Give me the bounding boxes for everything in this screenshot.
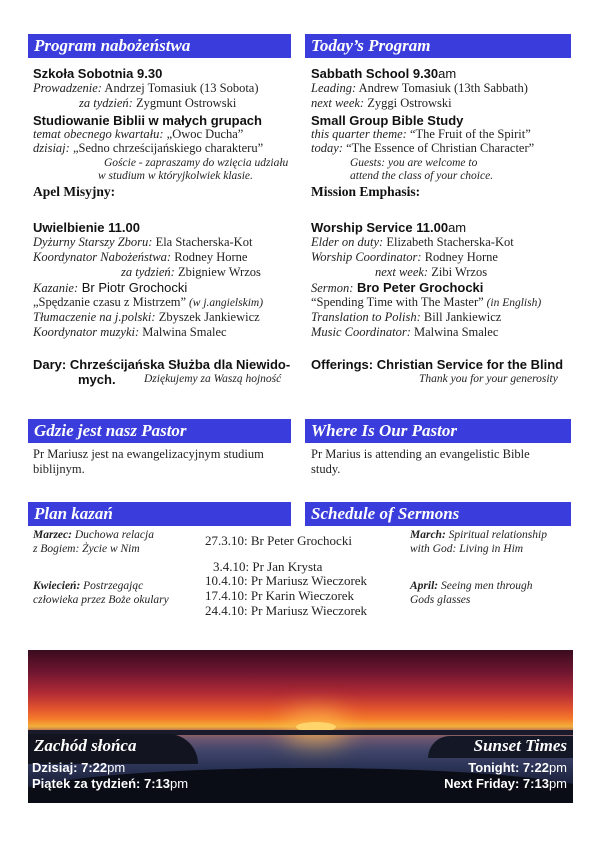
- en-pastor-text-2: study.: [311, 462, 341, 476]
- en-worship: Worship Service 11.00am: [311, 220, 467, 235]
- pl-march: Marzec: Duchowa relacja: [33, 529, 154, 541]
- en-guests-2: attend the class of your choice.: [350, 170, 494, 182]
- en-march: March: Spiritual relationship: [410, 529, 547, 541]
- pl-elder: Dyżurny Starszy Zboru: Ela Stacherska-Kot: [33, 235, 253, 249]
- schedule-item: 27.3.10: Br Peter Grochocki: [205, 533, 352, 548]
- pl-sunset-title: Zachód słońca: [34, 736, 137, 755]
- en-offerings-thanks: Thank you for your generosity: [419, 373, 558, 385]
- en-sermons-header: Schedule of Sermons: [305, 502, 571, 526]
- pl-pastor-text-2: biblijnym.: [33, 462, 85, 476]
- en-bible-study: Small Group Bible Study: [311, 113, 464, 128]
- en-sunset-next: Next Friday: 7:13pm: [444, 776, 567, 791]
- en-translation: Translation to Polish: Bill Jankiewicz: [311, 310, 502, 324]
- pl-mission: Apel Misyjny:: [33, 184, 116, 199]
- pl-translation: Tłumaczenie na j.polski: Zbyszek Jankiewicz: [33, 310, 260, 324]
- schedule-item: 24.4.10: Pr Mariusz Wieczorek: [205, 603, 368, 618]
- en-april: April: Seeing men through: [410, 580, 533, 592]
- pl-sermon: Kazanie: Br Piotr Grochocki: [33, 280, 188, 295]
- en-mission: Mission Emphasis:: [311, 184, 421, 199]
- en-coordinator: Worship Coordinator: Rodney Horne: [311, 250, 498, 264]
- en-pastor-text-1: Pr Marius is attending an evangelistic Bible: [311, 447, 530, 461]
- en-sabbath-school: Sabbath School 9.30am: [311, 66, 457, 81]
- pl-coordinator-next: za tydzień: Zbigniew Wrzos: [121, 265, 261, 279]
- en-sunset-title: Sunset Times: [473, 736, 567, 755]
- pl-pastor-text-1: Pr Mariusz jest na ewangelizacyjnym studium: [33, 447, 264, 461]
- en-coordinator-next: next week: Zibi Wrzos: [375, 265, 488, 279]
- pl-theme: temat obecnego kwartału: „Owoc Ducha”: [33, 127, 244, 141]
- pl-april-2: człowieka przez Boże okulary: [33, 594, 169, 606]
- pl-sabbath-school: Szkoła Sobotnia 9.30: [33, 66, 163, 81]
- en-april-2: Gods glasses: [410, 594, 471, 606]
- pl-guests-2: w studium w któryjkolwiek klasie.: [98, 170, 253, 182]
- pl-coordinator: Koordynator Nabożeństwa: Rodney Horne: [33, 250, 248, 264]
- pl-today: dzisiaj: „Sedno chrześcijańskiego charakteru”: [33, 141, 264, 155]
- en-today: today: “The Essence of Christian Character”: [311, 141, 535, 155]
- en-guests-1: Guests: you are welcome to: [350, 157, 478, 169]
- en-leading: Leading: Andrew Tomasiuk (13th Sabbath): [311, 81, 528, 95]
- pl-offerings: Dary: Chrześcijańska Służba dla Niewido-: [33, 357, 291, 372]
- en-sermon: Sermon: Bro Peter Grochocki: [311, 280, 484, 295]
- sunset-photo: [28, 650, 573, 803]
- en-sermon-title: “Spending Time with The Master” (in English): [311, 295, 542, 309]
- pl-offerings-thanks: Dziękujemy za Waszą hojność: [144, 373, 282, 385]
- en-music: Music Coordinator: Malwina Smalec: [311, 325, 499, 339]
- pl-march-2: z Bogiem: Życie w Nim: [33, 543, 140, 555]
- pl-april: Kwiecień: Postrzegając: [33, 580, 144, 592]
- pl-sermon-title: „Spędzanie czasu z Mistrzem” (w j.angielskim): [33, 295, 264, 309]
- pl-program-header: Program nabożeństwa: [28, 34, 291, 58]
- en-leading-next: next week: Zyggi Ostrowski: [311, 96, 452, 110]
- en-theme: this quarter theme: “The Fruit of the Spirit”: [311, 127, 531, 141]
- pl-sermons-header: Plan kazań: [28, 502, 291, 526]
- schedule-item: 10.4.10: Pr Mariusz Wieczorek: [205, 573, 368, 588]
- en-sunset-today: Tonight: 7:22pm: [468, 760, 567, 775]
- pl-sunset-today: Dzisiaj: 7:22pm: [32, 760, 126, 775]
- en-program-header: Today’s Program: [305, 34, 571, 58]
- en-offerings: Offerings: Christian Service for the Blind: [311, 357, 564, 372]
- pl-bible-study: Studiowanie Biblii w małych grupach: [33, 113, 262, 128]
- pl-offerings-2: mych.: [78, 372, 116, 387]
- pl-worship: Uwielbienie 11.00: [33, 220, 140, 235]
- pl-guests-1: Goście - zapraszamy do wzięcia udziału: [104, 157, 289, 169]
- en-elder: Elder on duty: Elizabeth Stacherska-Kot: [311, 235, 514, 249]
- schedule-item: 17.4.10: Pr Karin Wieczorek: [205, 588, 355, 603]
- pl-pastor-header: Gdzie jest nasz Pastor: [28, 419, 291, 443]
- schedule-item: 3.4.10: Pr Jan Krysta: [213, 559, 323, 574]
- pl-leading-next: za tydzień: Zygmunt Ostrowski: [79, 96, 237, 110]
- pl-leading: Prowadzenie: Andrzej Tomasiuk (13 Sobota): [33, 81, 259, 95]
- en-march-2: with God: Living in Him: [410, 543, 524, 555]
- pl-sunset-next: Piątek za tydzień: 7:13pm: [32, 776, 189, 791]
- pl-music: Koordynator muzyki: Malwina Smalec: [33, 325, 227, 339]
- en-pastor-header: Where Is Our Pastor: [305, 419, 571, 443]
